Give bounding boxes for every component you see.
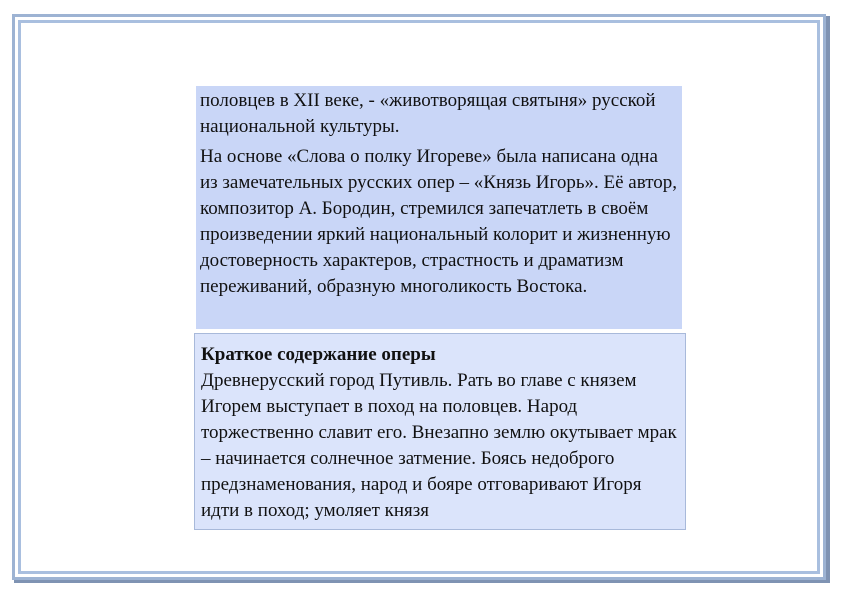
summary-paragraph: Древнерусский город Путивль. Рать во главе с князем Игорем выступает в поход на половцев. Народ торжественно славит его. Внезапно землю окутывает мрак – начинается солнечное затмение. Боясь недоброго предзнаменования, народ и бояре отговаривают Игоря идти в поход; умоляет князя (201, 370, 677, 521)
intro-paragraph-1: половцев в XII веке, - «животворящая святыня» русской национальной культуры. (200, 90, 656, 137)
slide-shadow-right (826, 16, 830, 582)
summary-heading: Краткое содержание оперы (201, 344, 436, 365)
intro-paragraph-2: На основе «Слова о полку Игореве» была написана одна из замечательных русских опер – «Князь Игорь». Её автор, композитор А. Бородин, стремился запечатлеть в своём произведении яркий национальный колорит и жизненную достоверность характеров, страстность и драматизм переживаний, образную многоликость Востока. (200, 146, 678, 297)
slide-shadow-bottom (14, 580, 830, 583)
text-block-intro (196, 86, 682, 329)
text-block-summary (194, 333, 686, 530)
